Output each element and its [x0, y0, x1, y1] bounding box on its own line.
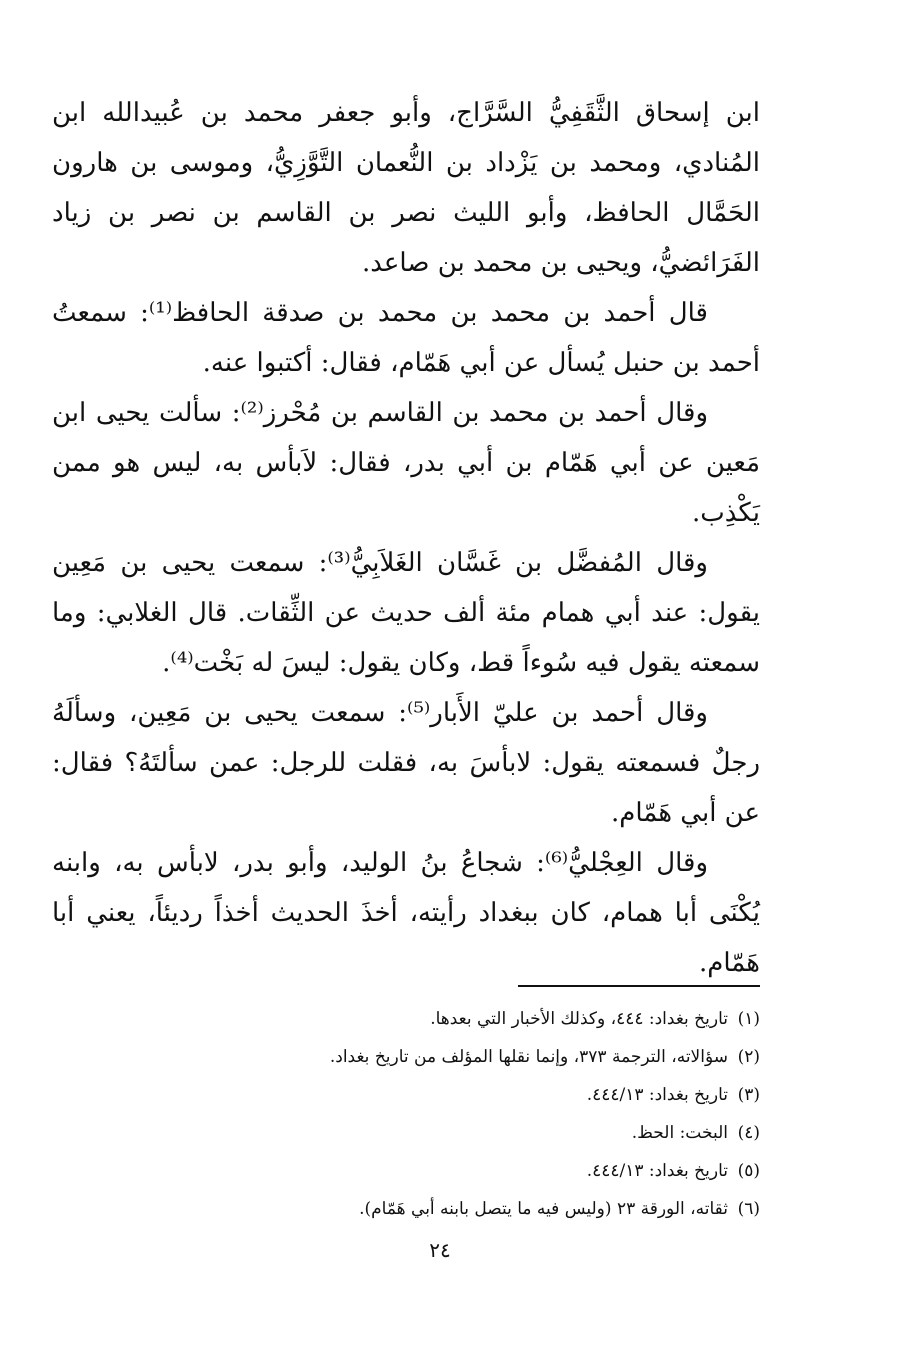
- paragraph-abbar: وقال أحمد بن عليّ الأَبار⁽⁵⁾: سمعت يحيى بن مَعِين، وسألَهُ رجلٌ فسمعته يقول: لابأسَ به، فقلت للرجل: عمن سألتَهُ؟ فقال: عن أبي هَمّام.: [52, 698, 761, 828]
- main-text: [52, 88, 760, 988]
- footnote-text: البخت: الحظ.: [631, 1123, 728, 1143]
- footnotes: [52, 1000, 760, 1228]
- page-number: ٢٤: [429, 1238, 451, 1262]
- footnote-item: [52, 1000, 760, 1038]
- footnote-number: (٥): [737, 1161, 760, 1181]
- footnote-text: تاريخ بغداد: ٤٤٤، وكذلك الأخبار التي بعدها.: [430, 1009, 728, 1029]
- footnote-number: (١): [737, 1009, 760, 1029]
- footnote-item: [52, 1038, 760, 1076]
- paragraph-ibn-muhriz: وقال أحمد بن محمد بن القاسم بن مُحْرز⁽²⁾: سألت يحيى ابن مَعين عن أبي هَمّام بن أبي بدر، فقال: لاَبأس به، ليس هو ممن يَكْذِب.: [52, 398, 760, 528]
- paragraph-ibn-sadaqa: قال أحمد بن محمد بن محمد بن صدقة الحافظ⁽¹⁾: سمعتُ أحمد بن حنبل يُسأل عن أبي هَمّام، فقال: أكتبوا عنه.: [52, 298, 760, 378]
- footnote-item: [52, 1152, 760, 1190]
- footnote-item: [52, 1114, 760, 1152]
- footnote-item: [52, 1076, 760, 1114]
- footnote-text: ثقاته، الورقة ٢٣ (وليس فيه ما يتصل بابنه أبي هَمّام).: [359, 1199, 728, 1219]
- footnote-separator: [518, 985, 760, 987]
- footnote-number: (٤): [737, 1123, 760, 1143]
- paragraph-ijli: وقال العِجْليُّ⁽⁶⁾: شجاعُ بنُ الوليد، وأبو بدر، لابأس به، وابنه يُكْنَى أبا همام، كان ببغداد رأيته، أخذَ الحديث أخذاً رديئاً، يعني أبا هَمّام.: [52, 848, 760, 978]
- footnote-number: (٣): [737, 1085, 760, 1105]
- footnote-text: تاريخ بغداد: ٤٤٤/١٣.: [586, 1161, 728, 1181]
- footnote-number: (٢): [737, 1047, 760, 1067]
- footnote-number: (٦): [737, 1199, 760, 1219]
- footnote-text: تاريخ بغداد: ٤٤٤/١٣.: [586, 1085, 728, 1105]
- footnote-item: [52, 1190, 760, 1228]
- paragraph-narrators-list: ابن إسحاق الثَّقَفِيُّ السَّرَّاج، وأبو جعفر محمد بن عُبيدالله ابن المُنادي، ومحمد بن يَزْداد بن النُّعمان التَّوَّزِيُّ، وموسى بن هارون الحَمَّال الحافظ، وأبو الليث نصر بن القاسم بن نصر بن زياد الفَرَائضيُّ، ويحيى بن محمد بن صاعد.: [52, 98, 760, 278]
- footnote-text: سؤالاته، الترجمة ٣٧٣، وإنما نقلها المؤلف من تاريخ بغداد.: [329, 1047, 728, 1067]
- paragraph-ghalabi: وقال المُفضَّل بن غَسَّان الغَلاَبِيُّ⁽³⁾: سمعت يحيى بن مَعِين يقول: عند أبي همام مئة ألف حديث عن الثِّقات. قال الغلابي: وما سمعته يقول فيه سُوءاً قط، وكان يقول: ليسَ له بَخْت⁽⁴⁾.: [52, 548, 760, 678]
